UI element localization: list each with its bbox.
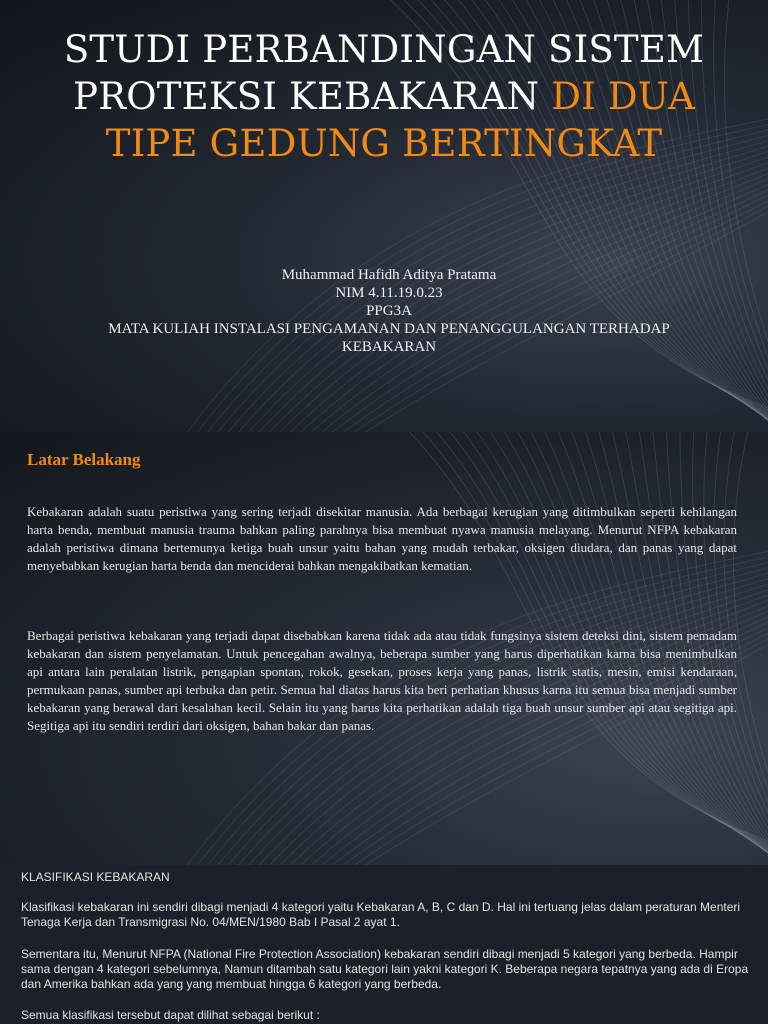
author-name: Muhammad Hafidh Aditya Pratama (281, 267, 497, 283)
classification-paragraph-3: Semua klasifikasi tersebut dapat dilihat sebagai berikut : (21, 1008, 320, 1022)
author-nim: NIM 4.11.19.0.23 (335, 285, 443, 301)
classification-paragraph-2: Sementara itu, Menurut NFPA (National Fire Protection Association) kebakaran sendiri dibagi menjadi 5 kategori yang berbeda. Hampir sama dengan 4 kategori sebelumnya, Namun ditambah satu kategori lain yakni kategori K. Beberapa negara tepatnya yang ada di Eropa dan Amerika bahkan ada yang yang membuat hingga 6 kategori yang berbeda. (21, 947, 749, 991)
author-class: PPG3A (366, 303, 412, 319)
section-heading-klasifikasi: KLASIFIKASI KEBAKARAN (21, 870, 170, 884)
document-title (20, 26, 748, 167)
title-line-2-accent: DI DUA (551, 75, 695, 118)
classification-paragraph-1: Klasifikasi kebakaran ini sendiri dibagi menjadi 4 kategori yaitu Kebakaran A, B, C dan D. Hal ini tertuang jelas dalam peraturan Menteri Tenaga Kerja dan Transmigrasi No. 04/MEN/1980 Bab I Pasal 2 ayat 1. (21, 900, 741, 929)
title-line-1: STUDI PERBANDINGAN SISTEM (63, 28, 705, 71)
background-paragraph-2: Berbagai peristiwa kebakaran yang terjadi dapat disebabkan karena tidak ada atau tidak fungsinya sistem deteksi dini, sistem pemadam kebakaran dan sistem penyelamatan. Untuk pencegahan awalnya, beberapa sumber yang harus diperhatikan karna bisa menimbulkan api antara lain peralatan listrik, pengapian spontan, rokok, gesekan, proses kerja yang panas, listrik statis, mesin, emisi kendaraan, permukaan panas, sumber api terbuka dan petir. Semua hal diatas harus kita beri perhatian khusus karna itu semua bisa menjadi sumber kebakaran yang berawal dari kesalahan kecil. Selain itu yang harus kita perhatikan adalah tiga buah unsur sumber api atau segitiga api. Segitiga api itu sendiri terdiri dari oksigen, bahan bakar dan panas. (27, 628, 737, 733)
course-line-1: MATA KULIAH INSTALASI PENGAMANAN DAN PENANGGULANGAN TERHADAP (108, 321, 670, 337)
title-line-2: PROTEKSI KEBAKARAN (73, 75, 540, 118)
classification-slide (0, 865, 768, 1024)
title-slide (0, 0, 768, 432)
title-line-3-accent: TIPE GEDUNG BERTINGKAT (105, 122, 663, 165)
author-block (40, 266, 738, 356)
course-line-2: KEBAKARAN (341, 339, 437, 355)
section-heading-latar-belakang: Latar Belakang (27, 450, 141, 469)
background-paragraph-1: Kebakaran adalah suatu peristiwa yang sering terjadi disekitar manusia. Ada berbagai kerugian yang ditimbulkan seperti kehilangan harta benda, membuat manusia trauma bahkan paling parahnya bisa membuat nyawa manusia melayang. Menurut NFPA kebakaran adalah peristiwa dimana bertemunya ketiga buah unsur yaitu bahan yang mudah terbakar, oksigen diudara, dan panas yang dapat menyebabkan kerugian harta benda dan menciderai bahkan mengakibatkan kematian. (27, 504, 737, 573)
decorative-line (733, 432, 768, 865)
